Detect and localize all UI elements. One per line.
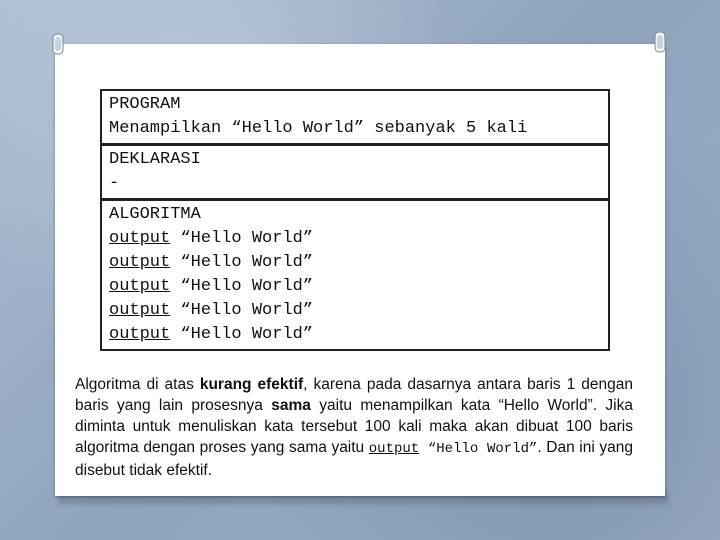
output-value: “Hello World”: [170, 301, 314, 320]
algorithm-line: [109, 323, 608, 347]
algorithm-line: [109, 275, 608, 299]
explanation-text: . Dan ini yang disebut tidak efektif.: [75, 439, 633, 479]
inline-code: [369, 441, 538, 457]
pushpin-left-icon: [50, 32, 66, 58]
algorithm-line: [109, 299, 608, 323]
inline-code-keyword: output: [368, 441, 420, 457]
explanation-emphasis-ineffective: kurang efektif: [199, 376, 304, 393]
output-value: “Hello World”: [170, 277, 314, 296]
inline-code-value: “Hello World”: [419, 441, 538, 457]
algorithm-header: ALGORITMA: [109, 205, 201, 224]
output-value: “Hello World”: [170, 325, 314, 344]
program-section: [102, 91, 608, 143]
algorithm-section: [102, 198, 608, 349]
output-keyword: output: [109, 229, 171, 248]
program-description: Menampilkan “Hello World” sebanyak 5 kali: [109, 119, 528, 138]
explanation-emphasis-same: sama: [271, 397, 311, 414]
pseudocode-box: [100, 89, 610, 351]
explanation-text: Algoritma di atas: [75, 376, 200, 393]
output-keyword: output: [109, 325, 171, 344]
output-keyword: output: [109, 253, 171, 272]
explanation-text: yaitu menampilkan kata “Hello World”. Jika diminta untuk menuliskan kata tersebut 100 kali maka akan dibuat 100 baris algoritma dengan proses yang sama yaitu: [75, 397, 633, 456]
declaration-header: DEKLARASI: [109, 150, 201, 169]
algorithm-line: [109, 251, 608, 275]
program-header: PROGRAM: [109, 95, 181, 114]
algorithm-line: [109, 227, 608, 251]
declaration-section: [102, 143, 608, 198]
output-keyword: output: [109, 301, 171, 320]
output-value: “Hello World”: [170, 229, 314, 248]
pushpin-right-icon: [652, 30, 668, 56]
output-keyword: output: [109, 277, 171, 296]
declaration-body: -: [109, 174, 120, 193]
explanation-paragraph: [75, 374, 633, 481]
explanation-text: , karena pada dasarnya antara baris 1 dengan baris yang lain prosesnya: [75, 376, 634, 414]
output-value: “Hello World”: [170, 253, 314, 272]
